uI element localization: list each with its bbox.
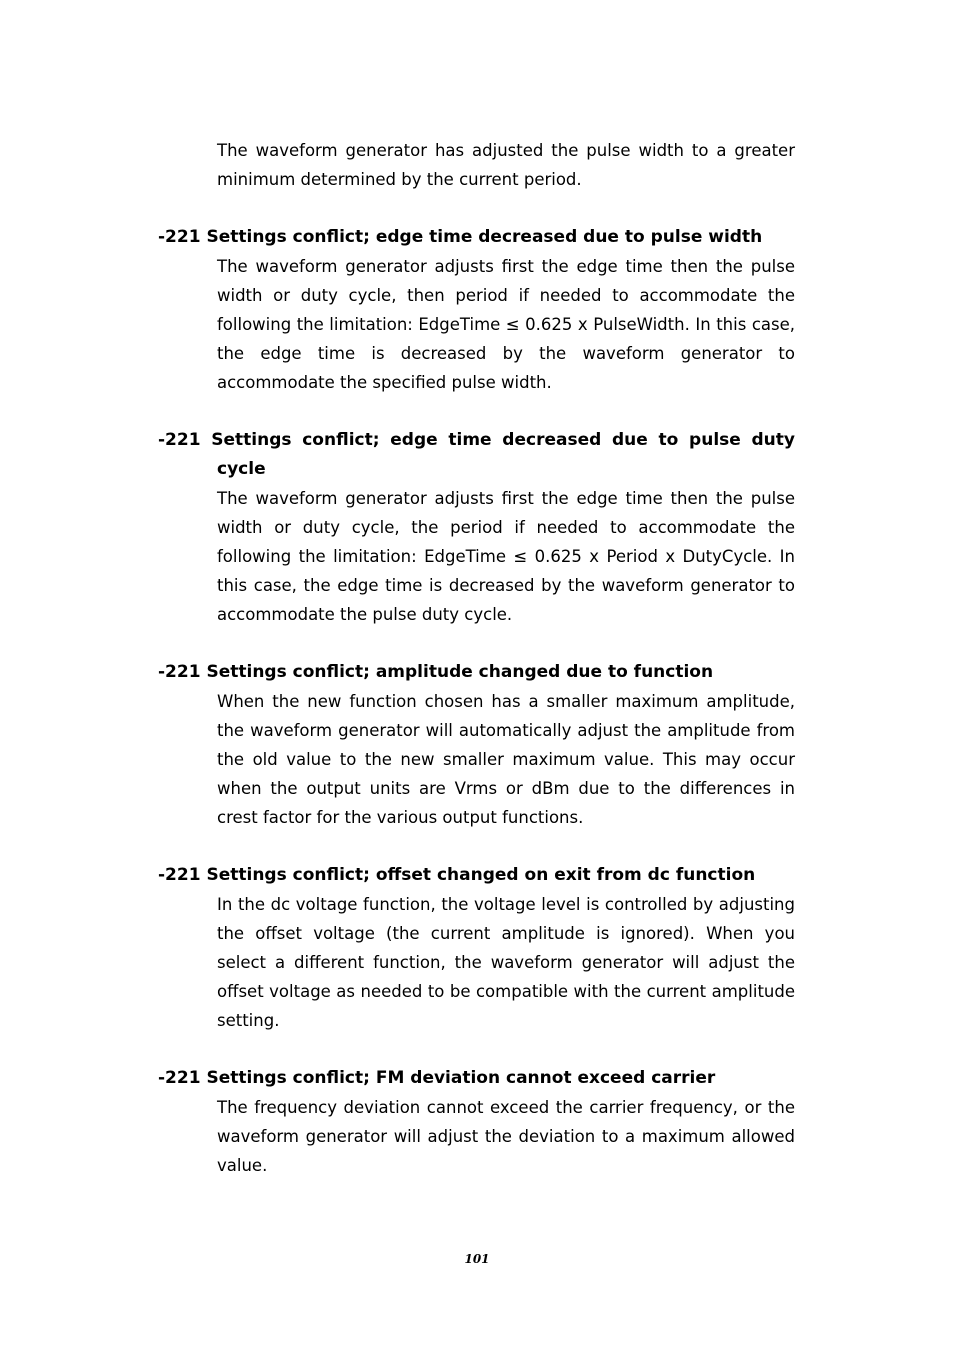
error-heading: -221 Settings conflict; offset changed on exit from dc function — [158, 865, 756, 885]
error-entry — [0, 426, 954, 629]
error-description: In the dc voltage function, the voltage level is controlled by adjusting the offset voltage (the current amplitude is ignored). When you select a different function, the waveform generator will adjust the offset voltage as needed to be compatible with the current amplitude setting. — [217, 895, 795, 1030]
error-description: The waveform generator adjusts first the edge time then the pulse width or duty cycle, the period if needed to accommodate the following the limitation: EdgeTime ≤ 0.625 x Period x DutyCycle. In this case, the edge time is decreased by the waveform generator to accommodate the pulse duty cycle. — [217, 489, 795, 624]
error-heading: -221 Settings conflict; FM deviation cannot exceed carrier — [158, 1068, 716, 1088]
error-entry — [0, 1064, 954, 1180]
error-entry — [0, 861, 954, 1035]
error-description: The frequency deviation cannot exceed the carrier frequency, or the waveform generator will adjust the deviation to a maximum allowed value. — [217, 1098, 795, 1175]
error-entry — [0, 223, 954, 397]
intro-paragraph: The waveform generator has adjusted the pulse width to a greater minimum determined by the current period. — [217, 141, 795, 189]
error-description: When the new function chosen has a smaller maximum amplitude, the waveform generator will automatically adjust the amplitude from the old value to the new smaller maximum value. This may occur when the output units are Vrms or dBm due to the differences in crest factor for the various output functions. — [217, 692, 795, 827]
error-entry — [0, 658, 954, 832]
error-description: The waveform generator adjusts first the edge time then the pulse width or duty cycle, then period if needed to accommodate the following the limitation: EdgeTime ≤ 0.625 x PulseWidth. In this case, the edge time is decreased by the waveform generator to accommodate the specified pulse width. — [217, 257, 795, 392]
error-heading: -221 Settings conflict; edge time decreased due to pulse duty cycle — [158, 430, 795, 479]
error-heading: -221 Settings conflict; amplitude changed due to function — [158, 662, 714, 682]
page-number: 101 — [464, 1252, 490, 1266]
page-content — [0, 136, 954, 1180]
error-heading: -221 Settings conflict; edge time decreased due to pulse width — [158, 227, 763, 247]
